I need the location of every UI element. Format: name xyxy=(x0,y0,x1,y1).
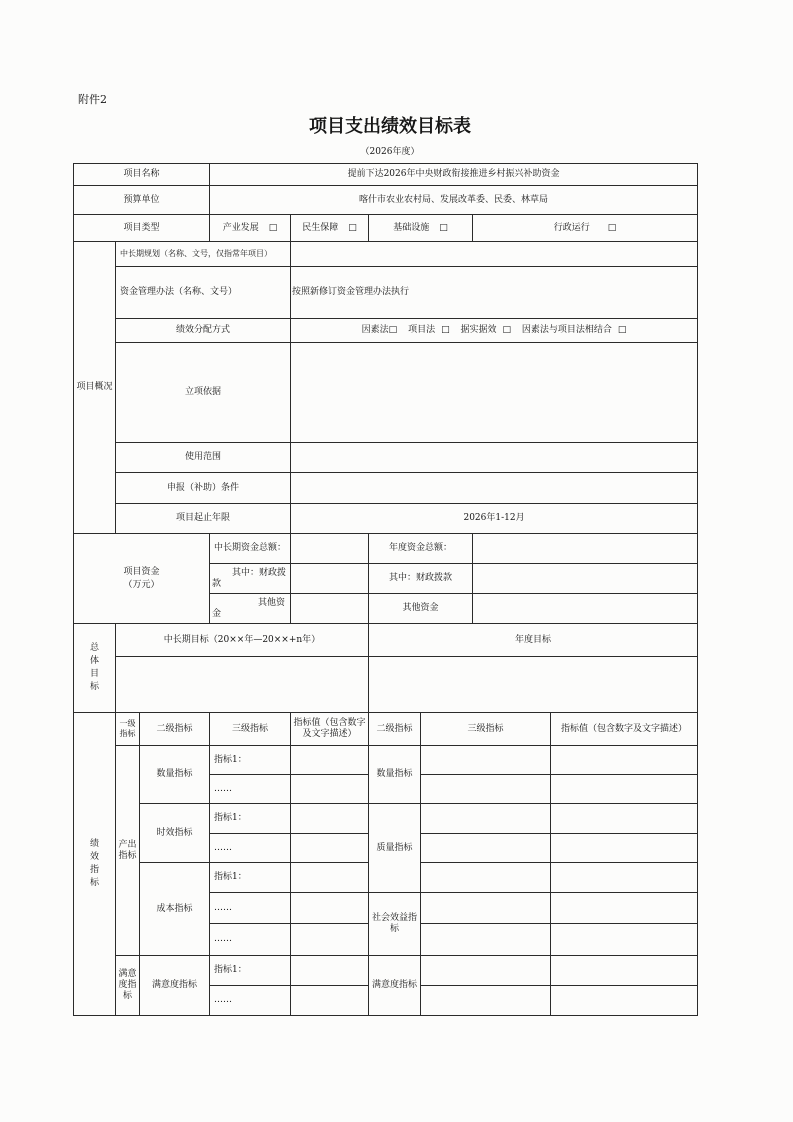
annual-goal-cell xyxy=(369,657,698,713)
indicator-item: …… xyxy=(210,924,291,956)
budget-unit-label: 预算单位 xyxy=(74,186,210,215)
project-type-option-infrastructure xyxy=(369,215,473,242)
project-type-option-industry xyxy=(210,215,291,242)
row-goals-content xyxy=(74,657,698,713)
checkbox-icon: □ xyxy=(441,325,450,336)
option-label: 产业发展 xyxy=(222,222,259,233)
option-label: 行政运行 xyxy=(553,222,590,233)
output-indicator-label: 产出指标 xyxy=(116,746,140,956)
overall-goals-section-label xyxy=(74,624,116,713)
indicator-item-cell-right xyxy=(421,924,551,956)
option-label: 因素法与项目法相结合 xyxy=(521,325,612,336)
indicator-item-cell-right xyxy=(421,804,551,834)
row-budget-unit xyxy=(74,186,698,215)
indicator-value-cell xyxy=(291,834,369,863)
satisfaction-level1-label: 满意度指标 xyxy=(116,956,140,1016)
project-period-value: 2026年1-12月 xyxy=(291,504,698,534)
budget-unit-value: 喀什市农业农村局、发展改革委、民委、林草局 xyxy=(210,186,698,215)
indicator-item-cell-right xyxy=(421,956,551,986)
usage-scope-label: 使用范围 xyxy=(116,443,291,473)
timeliness-indicator-label: 时效指标 xyxy=(140,804,210,863)
indicator-value-cell xyxy=(291,775,369,804)
project-basis-label: 立项依据 xyxy=(116,343,291,443)
project-name-label: 项目名称 xyxy=(74,164,210,186)
overview-section-label: 项目概况 xyxy=(74,242,116,534)
performance-section-label xyxy=(74,713,116,1016)
indicator-value-header-right: 指标值（包含数字及文字描述） xyxy=(551,713,698,746)
checkbox-icon: □ xyxy=(268,222,278,233)
usage-scope-value-cell xyxy=(291,443,698,473)
checkbox-icon: □ xyxy=(388,325,398,336)
row-project-type xyxy=(74,215,698,242)
indicator-item: …… xyxy=(210,986,291,1016)
indicator-item-cell-right xyxy=(421,834,551,863)
indicator-value-cell-right xyxy=(551,986,698,1016)
indicator-row xyxy=(74,956,698,986)
project-type-option-administration xyxy=(473,215,698,242)
indicator-value-cell-right xyxy=(551,893,698,924)
attachment-label: 附件2 xyxy=(78,93,107,106)
row-application-conditions xyxy=(74,473,698,504)
page-title: 项目支出绩效目标表 xyxy=(309,116,471,137)
indicator-value-cell-right xyxy=(551,834,698,863)
fund-management-label: 资金管理办法（名称、文号） xyxy=(116,267,291,319)
row-allocation-method xyxy=(74,319,698,343)
annual-total-value-cell xyxy=(473,534,698,564)
checkbox-icon: □ xyxy=(348,222,357,233)
option-label: 民生保障 xyxy=(302,222,339,233)
annual-total-label: 年度资金总额： xyxy=(369,534,473,564)
indicator-item: …… xyxy=(210,834,291,863)
allocation-option-actual xyxy=(460,325,511,335)
long-term-total-label: 中长期资金总额： xyxy=(210,534,291,564)
indicator-item: 指标1： xyxy=(210,956,291,986)
long-term-plan-label: 中长期规划（名称、文号，仅指常年项目） xyxy=(116,242,291,267)
indicator-item-cell-right xyxy=(421,746,551,775)
level1-header: 一级指标 xyxy=(116,713,140,746)
project-funds-unit: （万元） xyxy=(123,579,160,590)
performance-target-table xyxy=(73,163,698,1016)
annual-other-label: 其他资金 xyxy=(369,594,473,624)
row-project-basis xyxy=(74,343,698,443)
checkbox-icon: □ xyxy=(502,325,511,336)
allocation-option-factor xyxy=(362,325,398,335)
long-term-goal-cell xyxy=(116,657,369,713)
checkbox-icon: □ xyxy=(439,222,448,233)
project-type-option-livelihood xyxy=(291,215,369,242)
indicator-value-cell-right xyxy=(551,746,698,775)
allocation-method-options xyxy=(291,319,698,343)
allocation-option-project xyxy=(408,325,450,335)
allocation-method-label: 绩效分配方式 xyxy=(116,319,291,343)
long-term-fiscal-value-cell xyxy=(291,564,369,594)
performance-section-text: 绩效指标 xyxy=(89,838,99,889)
allocation-option-combined xyxy=(522,325,627,335)
row-goals-header xyxy=(74,624,698,657)
project-name-value: 提前下达2026年中央财政衔接推进乡村振兴补助资金 xyxy=(210,164,698,186)
satisfaction-indicator-label: 满意度指标 xyxy=(140,956,210,1016)
level3-header-right: 三级指标 xyxy=(421,713,551,746)
row-project-name xyxy=(74,164,698,186)
year-note: （2026年度） xyxy=(360,147,420,157)
indicator-item-cell-right xyxy=(421,863,551,893)
indicator-item-cell-right xyxy=(421,775,551,804)
indicator-item: 指标1： xyxy=(210,863,291,893)
indicator-value-cell xyxy=(291,893,369,924)
option-label: 基础设施 xyxy=(393,222,430,233)
annual-goal-header: 年度目标 xyxy=(369,624,698,657)
long-term-goal-header: 中长期目标（20××年—20××+n年） xyxy=(116,624,369,657)
indicator-value-cell xyxy=(291,863,369,893)
row-fund-management xyxy=(74,267,698,319)
level2-header-right: 二级指标 xyxy=(369,713,421,746)
overall-goals-text: 总体目标 xyxy=(89,642,99,693)
project-basis-value-cell xyxy=(291,343,698,443)
indicator-value-cell-right xyxy=(551,956,698,986)
option-label: 项目法 xyxy=(408,325,436,336)
indicator-value-cell xyxy=(291,986,369,1016)
satisfaction-indicator-label-right: 满意度指标 xyxy=(369,956,421,1016)
indicator-value-cell-right xyxy=(551,804,698,834)
level3-header: 三级指标 xyxy=(210,713,291,746)
checkbox-icon: □ xyxy=(607,222,617,233)
long-term-plan-value-cell xyxy=(291,242,698,267)
indicator-value-cell xyxy=(291,746,369,775)
indicator-item-cell-right xyxy=(421,986,551,1016)
indicator-row xyxy=(74,746,698,775)
project-type-label: 项目类型 xyxy=(74,215,210,242)
indicator-item: …… xyxy=(210,775,291,804)
project-funds-title: 项目资金 xyxy=(123,567,160,578)
fund-management-value: 按照新修订资金管理办法执行 xyxy=(291,267,698,319)
option-label: 据实据效 xyxy=(460,325,497,336)
indicator-item: …… xyxy=(210,893,291,924)
indicator-value-cell-right xyxy=(551,775,698,804)
cost-indicator-label: 成本指标 xyxy=(140,863,210,956)
social-benefit-indicator-label-right: 社会效益指标 xyxy=(369,893,421,956)
checkbox-icon: □ xyxy=(617,325,627,336)
indicator-value-cell xyxy=(291,924,369,956)
indicator-value-cell xyxy=(291,804,369,834)
project-funds-label xyxy=(74,534,210,624)
long-term-total-value-cell xyxy=(291,534,369,564)
level2-header: 二级指标 xyxy=(140,713,210,746)
row-long-term-plan xyxy=(74,242,698,267)
row-project-period xyxy=(74,504,698,534)
project-period-label: 项目起止年限 xyxy=(116,504,291,534)
row-usage-scope xyxy=(74,443,698,473)
indicator-value-cell xyxy=(291,956,369,986)
long-term-fiscal-label: 其中：财政拨款 xyxy=(210,564,291,594)
long-term-other-label: 其他资金 xyxy=(210,594,291,624)
row-funds-total xyxy=(74,534,698,564)
annual-fiscal-value-cell xyxy=(473,564,698,594)
quantity-indicator-label-right: 数量指标 xyxy=(369,746,421,804)
indicator-value-cell-right xyxy=(551,863,698,893)
indicator-value-header: 指标值（包含数字及文字描述） xyxy=(291,713,369,746)
indicator-item: 指标1： xyxy=(210,746,291,775)
indicator-value-cell-right xyxy=(551,924,698,956)
annual-fiscal-label: 其中：财政拨款 xyxy=(369,564,473,594)
option-label: 因素法 xyxy=(361,325,389,336)
indicator-item: 指标1： xyxy=(210,804,291,834)
quality-indicator-label-right: 质量指标 xyxy=(369,804,421,893)
application-conditions-label: 申报（补助）条件 xyxy=(116,473,291,504)
annual-other-value-cell xyxy=(473,594,698,624)
application-conditions-value-cell xyxy=(291,473,698,504)
indicator-item-cell-right xyxy=(421,893,551,924)
indicator-row xyxy=(74,804,698,834)
long-term-other-value-cell xyxy=(291,594,369,624)
quantity-indicator-label: 数量指标 xyxy=(140,746,210,804)
row-indicator-header xyxy=(74,713,698,746)
